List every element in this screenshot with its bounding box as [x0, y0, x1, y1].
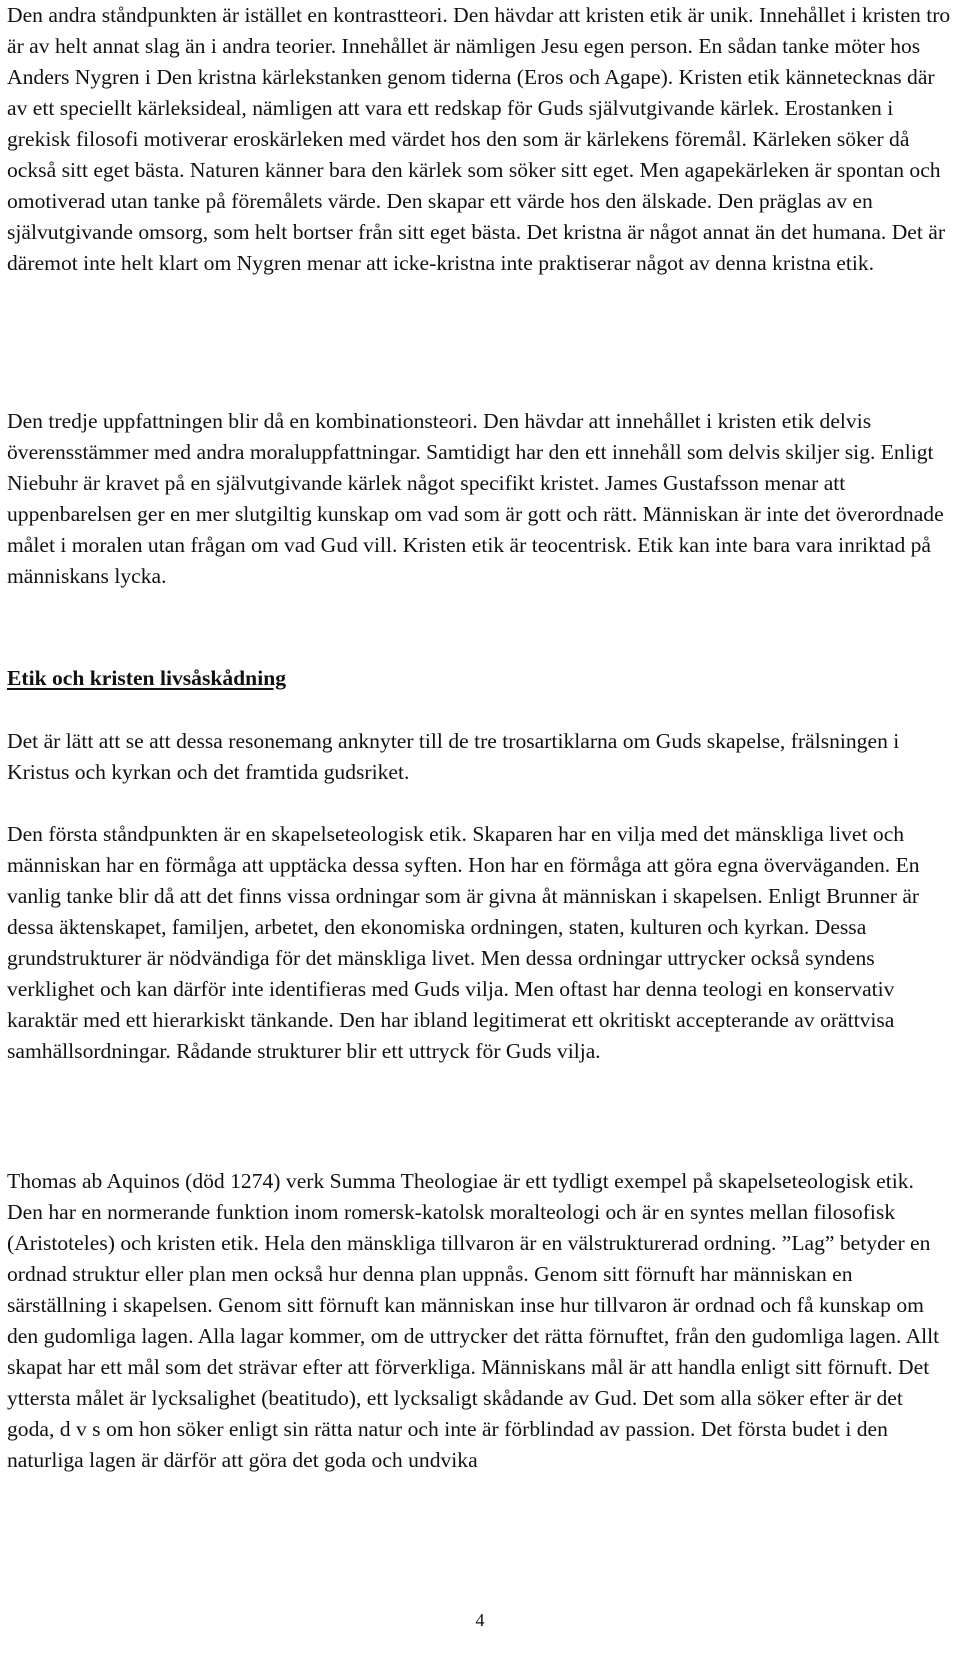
paragraph-contrast-theory: Den andra ståndpunkten är istället en kontrastteori. Den hävdar att kristen etik är unik. Innehållet i kristen tro är av helt annat slag än i andra teorier. Innehållet är nämligen Jesu egen person. En sådan tanke möter hos Anders Nygren i Den kristna kärlekstanken genom tiderna (Eros och Agape). Kristen etik kännetecknas där av ett speciellt kärleksideal, nämligen att vara ett redskap för Guds självutgivande kärlek. Erostanken i grekisk filosofi motiverar eroskärleken med värdet hos den som är kärlekens föremål. Kärleken söker då också sitt eget bästa. Naturen känner bara den kärlek som söker sitt eget. Men agapekärleken är spontan och omotiverad utan tanke på föremålets värde. Den skapar ett värde hos den älskade. Den präglas av en självutgivande omsorg, som helt bortser från sitt eget bästa. Det kristna är något annat än det humana. Det är däremot inte helt klart om Nygren menar att icke-kristna inte praktiserar något av denna kristna etik.	[7, 3, 951, 275]
paragraph-articles-of-faith: Det är lätt att se att dessa resonemang anknyter till de tre trosartiklarna om Guds skapelse, frälsningen i Kristus och kyrkan och det framtida gudsriket.	[7, 729, 900, 784]
paragraph-combination-theory: Den tredje uppfattningen blir då en kombinationsteori. Den hävdar att innehållet i kristen etik delvis överensstämmer med andra moraluppfattningar. Samtidigt har den ett innehåll som delvis skiljer sig. Enligt Niebuhr är kravet på en självutgivande kärlek något specifikt kristet. James Gustafsson menar att uppenbarelsen ger en mer slutgiltig kunskap om vad som är gott och rätt. Människan är inte det överordnade målet i moralen utan frågan om vad Gud vill. Kristen etik är teocentrisk. Etik kan inte bara vara inriktad på människans lycka.	[7, 409, 944, 588]
paragraph-aquinas: Thomas ab Aquinos (död 1274) verk Summa Theologiae är ett tydligt exempel på skapelseteologisk etik. Den har en normerande funktion inom romersk-katolsk moralteologi och är en syntes mellan filosofisk (Aristoteles) och kristen etik. Hela den mänskliga tillvaron är en välstrukturerad ordning. ”Lag” betyder en ordnad struktur eller plan men också hur denna plan uppnås. Genom sitt förnuft har människan en särställning i skapelsen. Genom sitt förnuft kan människan inse hur tillvaron är ordnad och få kunskap om den gudomliga lagen. Alla lagar kommer, om de uttrycker det rätta förnuftet, från den gudomliga lagen. Allt skapat har ett mål som det strävar efter att förverkliga. Människans mål är att handla enligt sitt förnuft. Det yttersta målet är lycksalighet (beatitudo), ett lycksaligt skådande av Gud. Det som alla söker efter är det goda, d v s om hon söker enligt sin rätta natur och inte är förblindad av passion. Det första budet i den naturliga lagen är därför att göra det goda och undvika	[7, 1169, 940, 1472]
paragraph-creation-ethics: Den första ståndpunkten är en skapelseteologisk etik. Skaparen har en vilja med det mänskliga livet och människan har en förmåga att upptäcka dessa syften. Hon har en förmåga att göra egna överväganden. En vanlig tanke blir då att det finns vissa ordningar som är givna åt människan i skapelsen. Enligt Brunner är dessa äktenskapet, familjen, arbetet, den ekonomiska ordningen, staten, kulturen och kyrkan. Dessa grundstrukturer är nödvändiga för det mänskliga livet. Men dessa ordningar uttrycker också syndens verklighet och kan därför inte identifieras med Guds vilja. Men oftast har denna teologi en konservativ karaktär med ett hierarkiskt tänkande. Den har ibland legitimerat ett okritiskt accepterande av orättvisa samhällsordningar. Rådande strukturer blir ett uttryck för Guds vilja.	[7, 822, 920, 1063]
page-number: 4	[475, 1610, 485, 1630]
section-heading: Etik och kristen livsåskådning	[7, 666, 287, 690]
